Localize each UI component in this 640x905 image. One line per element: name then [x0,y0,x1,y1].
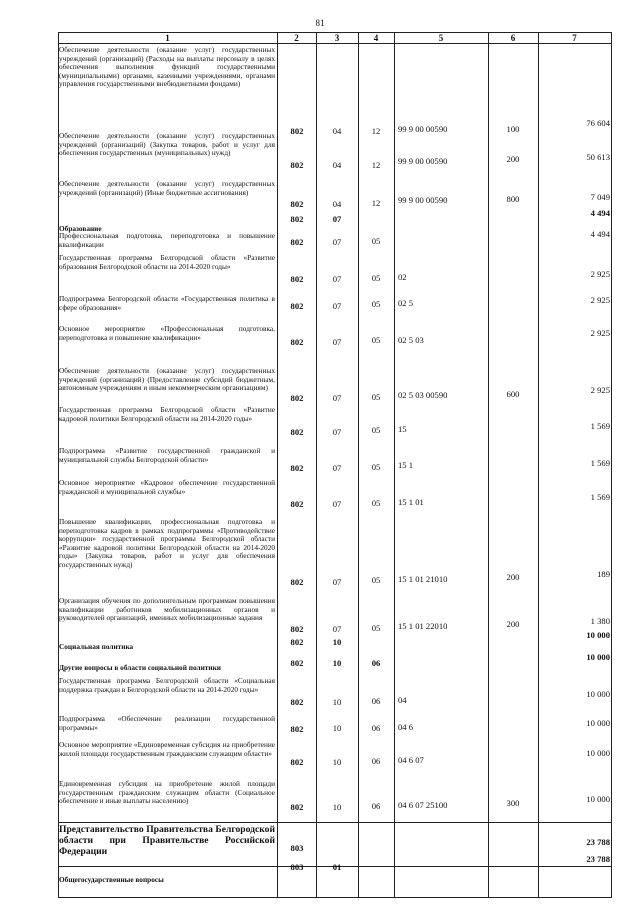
cell-ministry-code: 802 [290,214,304,224]
table-border-right [611,32,612,898]
cell-target-article: 15 1 01 21010 [398,574,448,584]
cell-amount: 2 925 [590,328,610,338]
cell-subsection: 06 [371,756,381,766]
cell-subsection: 05 [371,236,381,246]
cell-target-article: 99 9 00 00590 [398,195,448,205]
cell-expense-type: 800 [506,194,520,204]
cell-section: 07 [332,427,342,437]
column-header-2: 2 [294,33,299,43]
row-name: Обеспечение деятельности (оказание услуг) государственных учреждений (организаций) (Предоставление субсидий бюджетным, автономным учреждениям и иным некоммерческим организациям) [59,366,275,393]
cell-section: 07 [332,624,342,634]
cell-ministry-code: 802 [290,624,304,634]
header-divider [58,43,612,44]
cell-section: 07 [332,237,342,247]
cell-target-article: 15 1 [398,460,414,470]
row-name: Профессиональная подготовка, переподготовка и повышение квалификации [59,231,275,249]
row-name: Обеспечение деятельности (оказание услуг) государственных учреждений (организаций) (Закупка товаров, работ и услуг для обеспечения государственных (муниципальных) нужд) [59,131,275,158]
row-name: Подпрограмма «Развитие государственной гражданской и муниципальной службы Белгородской области» [59,446,275,464]
cell-subsection: 12 [371,198,381,208]
cell-ministry-code: 802 [290,237,304,247]
cell-expense-type: 200 [506,619,520,629]
cell-amount: 10 000 [586,689,610,699]
cell-ministry-code: 802 [290,724,304,734]
cell-ministry-code: 802 [290,301,304,311]
budget-table [58,32,612,898]
row-name: Основное мероприятие «Единовременная субсидия на приобретение жилой площади государственным гражданским служащим области» [59,740,275,758]
cell-target-article: 02 5 [398,298,414,308]
cell-section: 01 [332,862,342,872]
cell-target-article: 04 [398,695,407,705]
row-name: Социальная политика [59,642,134,651]
page-number: 81 [315,18,325,28]
cell-section: 07 [332,337,342,347]
cell-ministry-code: 802 [290,199,304,209]
cell-ministry-code: 802 [290,697,304,707]
cell-amount: 1 569 [590,492,610,502]
cell-amount: 10 000 [586,794,610,804]
row-name: Государственная программа Белгородской области «Социальная поддержка граждан в Белгородской области на 2014-2020 годы» [59,676,275,694]
row-name: Представительство Правительства Белгородской области при Правительстве Российской Федерации [59,824,275,857]
column-header-4: 4 [373,33,379,43]
cell-subsection: 05 [371,623,381,633]
cell-subsection: 05 [371,425,381,435]
cell-ministry-code: 802 [290,499,304,509]
table-border-left [58,32,59,898]
cell-section: 10 [332,802,342,812]
column-header-6: 6 [510,33,516,43]
cell-target-article: 15 1 01 [398,497,424,507]
table-border-bottom [58,897,612,898]
cell-target-article: 02 5 03 [398,335,424,345]
cell-subsection: 05 [371,498,381,508]
cell-ministry-code: 802 [290,126,304,136]
cell-amount: 50 613 [586,152,610,162]
row-name: Организация обучения по дополнительным программам повышения квалификации работников мобилизационных органов и руководителей организаций, именных мобилизационные задания [59,596,275,623]
cell-amount: 10 000 [586,652,610,662]
cell-ministry-code: 802 [290,577,304,587]
cell-subsection: 05 [371,392,381,402]
column-header-1: 1 [165,33,170,43]
row-name: Государственная программа Белгородской области «Развитие кадровой политики Белгородской области на 2014-2020 годы» [59,405,275,423]
cell-target-article: 99 9 00 00590 [398,156,448,166]
cell-target-article: 02 [398,272,407,282]
cell-ministry-code: 803 [290,862,304,872]
row-name: Обеспечение деятельности (оказание услуг) государственных учреждений (организаций) (Иные бюджетные ассигнования) [59,179,275,197]
cell-target-article: 04 6 07 25100 [398,800,448,810]
cell-amount: 23 788 [586,854,610,864]
section-divider [58,822,612,823]
row-name: Государственная программа Белгородской области «Развитие образования Белгородской области на 2014-2020 годы» [59,253,275,271]
cell-expense-type: 200 [506,154,520,164]
row-name: Основное мероприятие «Профессиональная подготовка, переподготовка и повышение квалификации» [59,324,275,342]
cell-ministry-code: 802 [290,160,304,170]
column-header-7: 7 [572,33,577,43]
cell-ministry-code: 802 [290,427,304,437]
cell-subsection: 12 [371,160,381,170]
cell-section: 04 [332,199,342,209]
cell-ministry-code: 803 [290,843,304,853]
cell-target-article: 02 5 03 00590 [398,390,448,400]
cell-section: 07 [332,499,342,509]
row-name: Обеспечение деятельности (оказание услуг) государственных учреждений (организаций) (Расходы на выплаты персоналу в целях обеспечения выполнения функций государственными (муниципальными) органами, казенными учреждениями, органами управления государственными внебюджетными фондами) [59,45,275,89]
cell-section: 07 [332,274,342,284]
cell-section: 04 [332,160,342,170]
cell-section: 07 [332,214,342,224]
cell-target-article: 04 6 07 [398,755,424,765]
row-name: Единовременная субсидия на приобретение жилой площади государственным гражданским служащим области (Социальное обеспечение и иные выплаты населению) [59,779,275,806]
cell-ministry-code: 802 [290,337,304,347]
cell-section: 07 [332,301,342,311]
cell-target-article: 04 6 [398,722,414,732]
cell-ministry-code: 802 [290,658,304,668]
row-name: Повышение квалификации, профессиональная подготовка и переподготовка кадров в рамках подпрограммы «Противодействие коррупции» государственной программы Белгородской области «Развитие кадровой политики Белгородской области на 2014-2020 годы» (Закупка товаров, работ и услуг для обеспечения государственных нужд) [59,517,275,569]
cell-expense-type: 200 [506,572,520,582]
cell-subsection: 05 [371,462,381,472]
cell-section: 07 [332,463,342,473]
cell-expense-type: 600 [506,389,520,399]
cell-target-article: 99 9 00 00590 [398,124,448,134]
cell-amount: 4 494 [590,208,610,218]
cell-amount: 2 925 [590,385,610,395]
row-name: Другие вопросы в области социальной политики [59,663,221,672]
cell-amount: 7 049 [590,192,610,202]
cell-section: 04 [332,126,342,136]
cell-amount: 10 000 [586,630,610,640]
cell-ministry-code: 802 [290,393,304,403]
cell-expense-type: 100 [506,124,520,134]
cell-ministry-code: 802 [290,274,304,284]
cell-section: 10 [332,697,342,707]
cell-amount: 1 569 [590,421,610,431]
cell-amount: 1 380 [590,616,610,626]
row-name: Основное мероприятие «Кадровое обеспечение государственной гражданской и муниципальной службы» [59,478,275,496]
cell-section: 10 [332,723,342,733]
column-header-5: 5 [438,33,444,43]
cell-subsection: 05 [371,299,381,309]
cell-section: 10 [332,757,342,767]
cell-target-article: 15 1 01 22010 [398,621,448,631]
cell-section: 07 [332,577,342,587]
cell-ministry-code: 802 [290,802,304,812]
cell-amount: 2 925 [590,295,610,305]
cell-amount: 189 [597,569,610,579]
cell-subsection: 06 [371,801,381,811]
cell-subsection: 12 [371,126,381,136]
cell-section: 10 [332,637,342,647]
row-name: Общегосударственные вопросы [59,875,164,884]
cell-section: 10 [332,658,342,668]
cell-ministry-code: 802 [290,463,304,473]
cell-expense-type: 300 [506,798,520,808]
cell-subsection: 05 [371,575,381,585]
cell-subsection: 06 [371,723,381,733]
cell-subsection: 05 [371,335,381,345]
cell-subsection: 06 [371,658,381,668]
cell-amount: 1 569 [590,458,610,468]
cell-subsection: 06 [371,696,381,706]
cell-subsection: 05 [371,273,381,283]
cell-amount: 76 604 [586,118,610,128]
cell-amount: 23 788 [586,837,610,847]
row-name: Образование [59,224,102,233]
cell-ministry-code: 802 [290,637,304,647]
column-header-3: 3 [334,33,340,43]
cell-amount: 10 000 [586,718,610,728]
cell-amount: 10 000 [586,748,610,758]
cell-ministry-code: 802 [290,757,304,767]
cell-amount: 4 494 [590,229,610,239]
row-name: Подпрограмма «Обеспечение реализации государственной программы» [59,714,275,732]
cell-section: 07 [332,393,342,403]
cell-amount: 2 925 [590,269,610,279]
cell-target-article: 15 [398,424,407,434]
row-name: Подпрограмма Белгородской области «Государственная политика в сфере образования» [59,294,275,312]
